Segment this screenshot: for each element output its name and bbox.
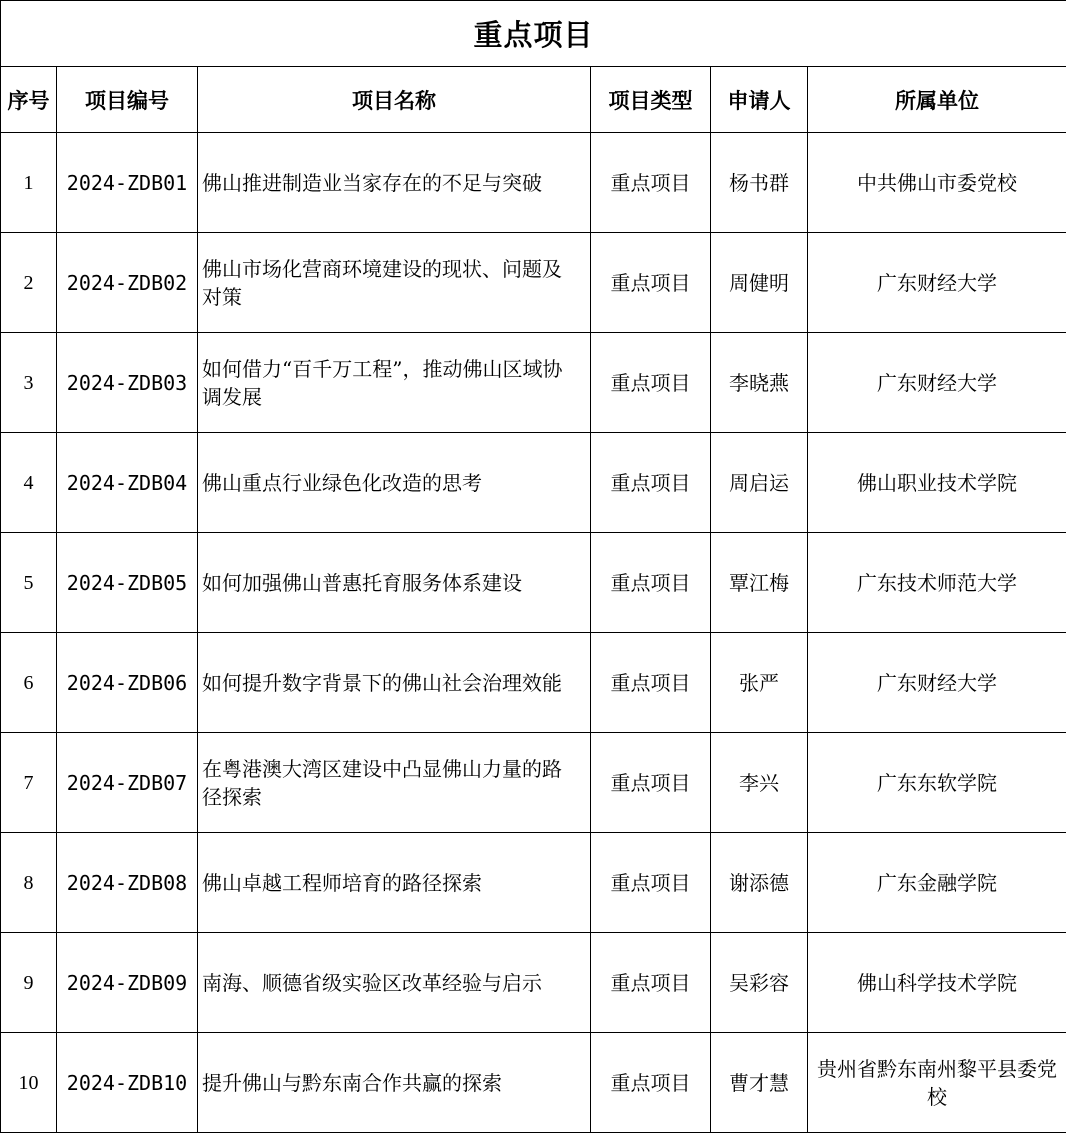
cell-applicant: 李晓燕: [711, 333, 808, 433]
cell-code: 2024-ZDB10: [57, 1033, 198, 1133]
cell-unit: 广东东软学院: [808, 733, 1066, 833]
cell-type: 重点项目: [591, 1033, 711, 1133]
header-name: 项目名称: [198, 67, 591, 133]
cell-unit: 贵州省黔东南州黎平县委党校: [808, 1033, 1066, 1133]
table-row: [1, 333, 1066, 433]
cell-seq: 2: [1, 233, 57, 333]
table-row: [1, 133, 1066, 233]
cell-type: 重点项目: [591, 733, 711, 833]
cell-unit: 佛山职业技术学院: [808, 433, 1066, 533]
cell-applicant: 曹才慧: [711, 1033, 808, 1133]
cell-seq: 3: [1, 333, 57, 433]
header-unit: 所属单位: [808, 67, 1066, 133]
table-body: [1, 1, 1066, 1133]
cell-type: 重点项目: [591, 133, 711, 233]
cell-unit: 广东财经大学: [808, 633, 1066, 733]
table-row: [1, 933, 1066, 1033]
header-seq: 序号: [1, 67, 57, 133]
cell-type: 重点项目: [591, 333, 711, 433]
cell-unit: 佛山科学技术学院: [808, 933, 1066, 1033]
cell-unit: 广东财经大学: [808, 333, 1066, 433]
cell-applicant: 周启运: [711, 433, 808, 533]
cell-seq: 7: [1, 733, 57, 833]
cell-unit: 中共佛山市委党校: [808, 133, 1066, 233]
cell-type: 重点项目: [591, 633, 711, 733]
table-title: 重点项目: [1, 1, 1066, 67]
cell-name: 南海、顺德省级实验区改革经验与启示: [198, 933, 591, 1033]
table-row: [1, 733, 1066, 833]
cell-unit: 广东金融学院: [808, 833, 1066, 933]
table-row: [1, 633, 1066, 733]
cell-code: 2024-ZDB07: [57, 733, 198, 833]
header-applicant: 申请人: [711, 67, 808, 133]
cell-applicant: 杨书群: [711, 133, 808, 233]
cell-code: 2024-ZDB02: [57, 233, 198, 333]
header-row: [1, 67, 1066, 133]
cell-seq: 6: [1, 633, 57, 733]
cell-name: 佛山卓越工程师培育的路径探索: [198, 833, 591, 933]
cell-seq: 10: [1, 1033, 57, 1133]
cell-unit: 广东技术师范大学: [808, 533, 1066, 633]
cell-applicant: 吴彩容: [711, 933, 808, 1033]
cell-code: 2024-ZDB06: [57, 633, 198, 733]
cell-unit: 广东财经大学: [808, 233, 1066, 333]
title-row: [1, 1, 1066, 67]
cell-applicant: 覃江梅: [711, 533, 808, 633]
cell-name: 佛山推进制造业当家存在的不足与突破: [198, 133, 591, 233]
cell-type: 重点项目: [591, 233, 711, 333]
cell-code: 2024-ZDB05: [57, 533, 198, 633]
cell-type: 重点项目: [591, 833, 711, 933]
cell-seq: 5: [1, 533, 57, 633]
cell-type: 重点项目: [591, 433, 711, 533]
cell-name: 如何借力“百千万工程”，推动佛山区域协调发展: [198, 333, 591, 433]
cell-seq: 1: [1, 133, 57, 233]
cell-applicant: 李兴: [711, 733, 808, 833]
table-row: [1, 533, 1066, 633]
cell-code: 2024-ZDB08: [57, 833, 198, 933]
header-code: 项目编号: [57, 67, 198, 133]
cell-type: 重点项目: [591, 933, 711, 1033]
table-row: [1, 233, 1066, 333]
cell-applicant: 周健明: [711, 233, 808, 333]
table-row: [1, 833, 1066, 933]
cell-applicant: 谢添德: [711, 833, 808, 933]
cell-name: 佛山重点行业绿色化改造的思考: [198, 433, 591, 533]
cell-name: 提升佛山与黔东南合作共赢的探索: [198, 1033, 591, 1133]
cell-code: 2024-ZDB01: [57, 133, 198, 233]
cell-name: 佛山市场化营商环境建设的现状、问题及对策: [198, 233, 591, 333]
cell-seq: 9: [1, 933, 57, 1033]
cell-code: 2024-ZDB04: [57, 433, 198, 533]
cell-seq: 4: [1, 433, 57, 533]
table-row: [1, 1033, 1066, 1133]
cell-name: 在粤港澳大湾区建设中凸显佛山力量的路径探索: [198, 733, 591, 833]
cell-name: 如何提升数字背景下的佛山社会治理效能: [198, 633, 591, 733]
table-row: [1, 433, 1066, 533]
cell-type: 重点项目: [591, 533, 711, 633]
cell-seq: 8: [1, 833, 57, 933]
cell-code: 2024-ZDB03: [57, 333, 198, 433]
cell-code: 2024-ZDB09: [57, 933, 198, 1033]
header-type: 项目类型: [591, 67, 711, 133]
cell-name: 如何加强佛山普惠托育服务体系建设: [198, 533, 591, 633]
cell-applicant: 张严: [711, 633, 808, 733]
